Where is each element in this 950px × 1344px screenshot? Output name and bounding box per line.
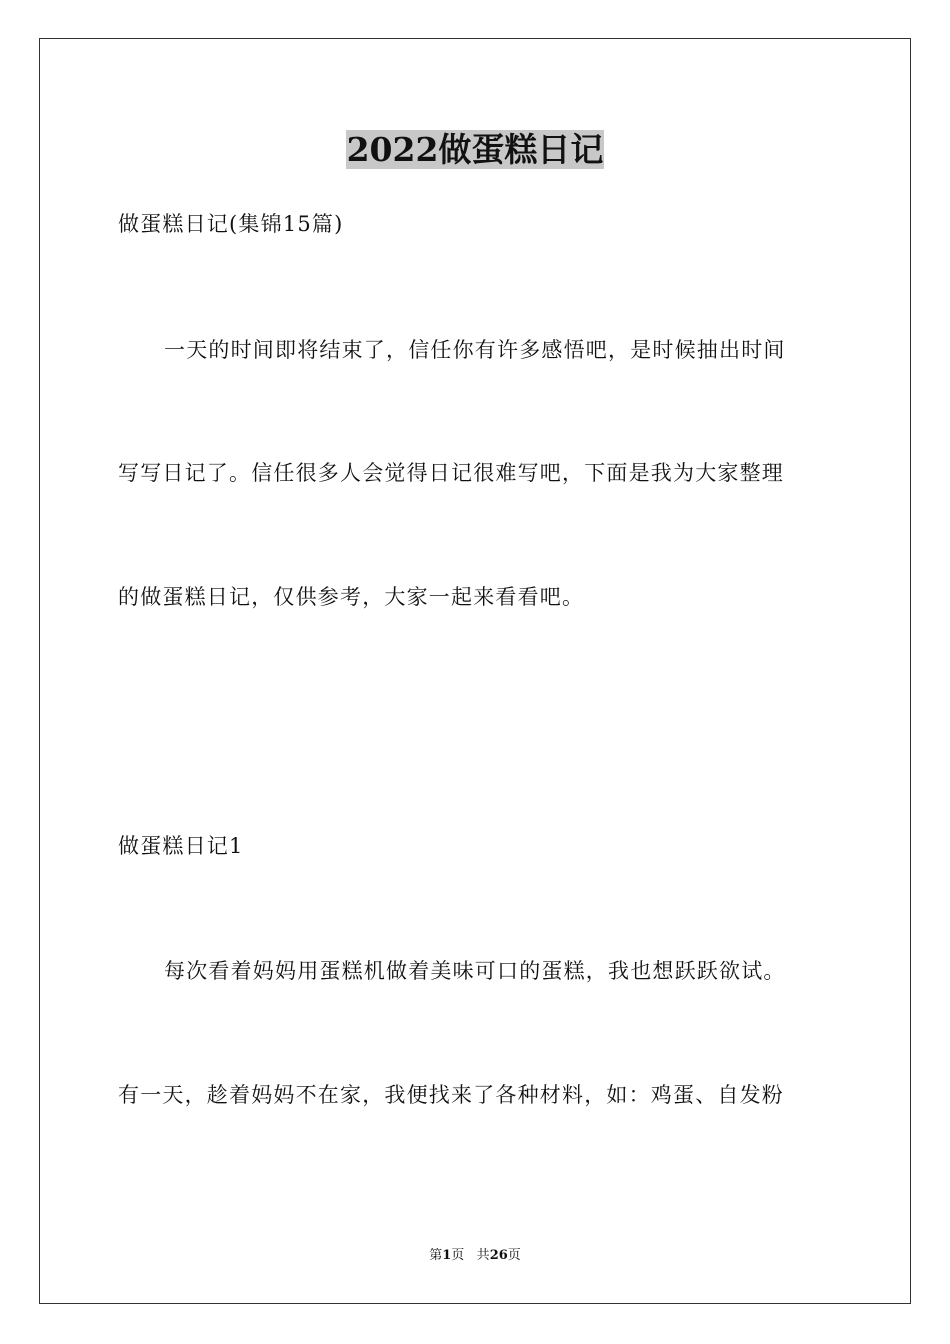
document-subtitle: 做蛋糕日记(集锦15篇)	[118, 212, 344, 236]
section-line-2: 有一天，趁着妈妈不在家，我便找来了各种材料，如：鸡蛋、自发粉	[118, 1083, 784, 1107]
intro-line-3: 的做蛋糕日记，仅供参考，大家一起来看看吧。	[118, 585, 585, 609]
document-title-container	[0, 128, 950, 178]
page-prefix: 第	[429, 1248, 443, 1263]
section-line-1: 每次看着妈妈用蛋糕机做着美味可口的蛋糕，我也想跃跃欲试。	[164, 959, 786, 983]
document-title: 2022做蛋糕日记	[346, 130, 604, 169]
intro-line-2: 写写日记了。信任很多人会觉得日记很难写吧，下面是我为大家整理	[118, 461, 784, 485]
total-suffix: 页	[507, 1248, 521, 1263]
total-prefix: 共	[476, 1248, 490, 1263]
page-suffix: 页	[451, 1248, 465, 1263]
page-number: 1	[442, 1248, 452, 1263]
intro-line-1: 一天的时间即将结束了，信任你有许多感悟吧，是时候抽出时间	[164, 338, 786, 362]
section-heading: 做蛋糕日记1	[118, 834, 244, 858]
page-footer	[0, 1246, 950, 1266]
total-pages: 26	[489, 1248, 508, 1263]
